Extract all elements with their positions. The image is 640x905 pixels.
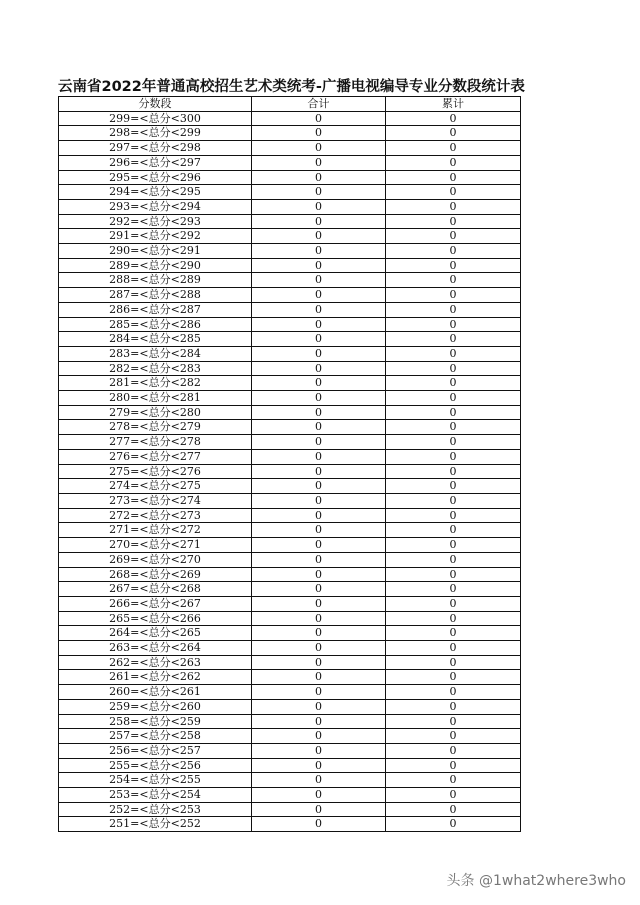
cumulative-cell: 0: [386, 273, 521, 288]
cumulative-cell: 0: [386, 699, 521, 714]
count-cell: 0: [252, 302, 386, 317]
table-row: [59, 596, 521, 611]
table-row: [59, 817, 521, 832]
table-row: [59, 773, 521, 788]
count-cell: 0: [252, 479, 386, 494]
cumulative-cell: 0: [386, 229, 521, 244]
table-row: [59, 391, 521, 406]
score-range-cell: 297=<总分<298: [59, 141, 252, 156]
cumulative-cell: 0: [386, 655, 521, 670]
table-row: [59, 185, 521, 200]
table-row: [59, 288, 521, 303]
count-cell: 0: [252, 111, 386, 126]
score-range-cell: 281=<总分<282: [59, 376, 252, 391]
cumulative-cell: 0: [386, 685, 521, 700]
table-row: [59, 582, 521, 597]
table-row: [59, 611, 521, 626]
score-range-cell: 283=<总分<284: [59, 346, 252, 361]
header-score-range: 分数段: [59, 97, 252, 112]
count-cell: 0: [252, 596, 386, 611]
score-range-cell: 270=<总分<271: [59, 538, 252, 553]
cumulative-cell: 0: [386, 582, 521, 597]
score-range-cell: 259=<总分<260: [59, 699, 252, 714]
score-range-cell: 258=<总分<259: [59, 714, 252, 729]
table-row: [59, 552, 521, 567]
cumulative-cell: 0: [386, 714, 521, 729]
score-range-cell: 278=<总分<279: [59, 420, 252, 435]
score-range-cell: 265=<总分<266: [59, 611, 252, 626]
table-row: [59, 141, 521, 156]
cumulative-cell: 0: [386, 258, 521, 273]
cumulative-cell: 0: [386, 670, 521, 685]
count-cell: 0: [252, 493, 386, 508]
score-range-cell: 269=<总分<270: [59, 552, 252, 567]
table-row: [59, 699, 521, 714]
table-row: [59, 229, 521, 244]
count-cell: 0: [252, 288, 386, 303]
cumulative-cell: 0: [386, 435, 521, 450]
cumulative-cell: 0: [386, 493, 521, 508]
count-cell: 0: [252, 229, 386, 244]
score-range-cell: 255=<总分<256: [59, 758, 252, 773]
count-cell: 0: [252, 332, 386, 347]
count-cell: 0: [252, 185, 386, 200]
score-range-cell: 252=<总分<253: [59, 802, 252, 817]
count-cell: 0: [252, 773, 386, 788]
score-range-cell: 280=<总分<281: [59, 391, 252, 406]
table-row: [59, 758, 521, 773]
cumulative-cell: 0: [386, 773, 521, 788]
count-cell: 0: [252, 391, 386, 406]
count-cell: 0: [252, 641, 386, 656]
cumulative-cell: 0: [386, 155, 521, 170]
count-cell: 0: [252, 699, 386, 714]
cumulative-cell: 0: [386, 126, 521, 141]
table-row: [59, 685, 521, 700]
score-range-cell: 268=<总分<269: [59, 567, 252, 582]
count-cell: 0: [252, 405, 386, 420]
count-cell: 0: [252, 552, 386, 567]
cumulative-cell: 0: [386, 523, 521, 538]
score-range-cell: 293=<总分<294: [59, 199, 252, 214]
score-range-cell: 254=<总分<255: [59, 773, 252, 788]
cumulative-cell: 0: [386, 626, 521, 641]
count-cell: 0: [252, 244, 386, 259]
table-row: [59, 346, 521, 361]
table-row: [59, 170, 521, 185]
score-range-cell: 264=<总分<265: [59, 626, 252, 641]
score-range-cell: 291=<总分<292: [59, 229, 252, 244]
score-range-cell: 294=<总分<295: [59, 185, 252, 200]
count-cell: 0: [252, 567, 386, 582]
score-range-cell: 295=<总分<296: [59, 170, 252, 185]
table-row: [59, 126, 521, 141]
table-row: [59, 155, 521, 170]
cumulative-cell: 0: [386, 567, 521, 582]
count-cell: 0: [252, 626, 386, 641]
count-cell: 0: [252, 508, 386, 523]
count-cell: 0: [252, 743, 386, 758]
score-range-cell: 276=<总分<277: [59, 449, 252, 464]
cumulative-cell: 0: [386, 185, 521, 200]
table-row: [59, 626, 521, 641]
count-cell: 0: [252, 126, 386, 141]
score-range-cell: 275=<总分<276: [59, 464, 252, 479]
cumulative-cell: 0: [386, 420, 521, 435]
table-row: [59, 317, 521, 332]
table-row: [59, 670, 521, 685]
count-cell: 0: [252, 346, 386, 361]
cumulative-cell: 0: [386, 317, 521, 332]
table-row: [59, 464, 521, 479]
count-cell: 0: [252, 729, 386, 744]
table-row: [59, 376, 521, 391]
score-range-cell: 285=<总分<286: [59, 317, 252, 332]
count-cell: 0: [252, 420, 386, 435]
count-cell: 0: [252, 685, 386, 700]
table-row: [59, 479, 521, 494]
cumulative-cell: 0: [386, 214, 521, 229]
count-cell: 0: [252, 714, 386, 729]
score-range-cell: 298=<总分<299: [59, 126, 252, 141]
table-row: [59, 244, 521, 259]
count-cell: 0: [252, 361, 386, 376]
table-row: [59, 743, 521, 758]
cumulative-cell: 0: [386, 141, 521, 156]
cumulative-cell: 0: [386, 788, 521, 803]
cumulative-cell: 0: [386, 508, 521, 523]
cumulative-cell: 0: [386, 611, 521, 626]
table-row: [59, 714, 521, 729]
cumulative-cell: 0: [386, 391, 521, 406]
score-range-cell: 287=<总分<288: [59, 288, 252, 303]
count-cell: 0: [252, 802, 386, 817]
count-cell: 0: [252, 670, 386, 685]
count-cell: 0: [252, 258, 386, 273]
score-range-cell: 288=<总分<289: [59, 273, 252, 288]
cumulative-cell: 0: [386, 332, 521, 347]
table-row: [59, 199, 521, 214]
count-cell: 0: [252, 155, 386, 170]
table-row: [59, 538, 521, 553]
table-body: [59, 111, 521, 831]
count-cell: 0: [252, 376, 386, 391]
cumulative-cell: 0: [386, 170, 521, 185]
score-range-cell: 273=<总分<274: [59, 493, 252, 508]
score-range-cell: 284=<总分<285: [59, 332, 252, 347]
score-range-cell: 267=<总分<268: [59, 582, 252, 597]
table-row: [59, 449, 521, 464]
count-cell: 0: [252, 449, 386, 464]
score-range-cell: 260=<总分<261: [59, 685, 252, 700]
cumulative-cell: 0: [386, 479, 521, 494]
table-row: [59, 405, 521, 420]
cumulative-cell: 0: [386, 729, 521, 744]
cumulative-cell: 0: [386, 817, 521, 832]
score-range-cell: 290=<总分<291: [59, 244, 252, 259]
table-row: [59, 508, 521, 523]
score-range-cell: 296=<总分<297: [59, 155, 252, 170]
score-range-cell: 263=<总分<264: [59, 641, 252, 656]
table-header-row: [59, 97, 521, 112]
table-row: [59, 302, 521, 317]
count-cell: 0: [252, 435, 386, 450]
score-range-cell: 261=<总分<262: [59, 670, 252, 685]
cumulative-cell: 0: [386, 376, 521, 391]
score-range-cell: 299=<总分<300: [59, 111, 252, 126]
cumulative-cell: 0: [386, 552, 521, 567]
table-row: [59, 788, 521, 803]
score-range-cell: 277=<总分<278: [59, 435, 252, 450]
count-cell: 0: [252, 199, 386, 214]
count-cell: 0: [252, 538, 386, 553]
table-row: [59, 641, 521, 656]
cumulative-cell: 0: [386, 802, 521, 817]
cumulative-cell: 0: [386, 449, 521, 464]
table-row: [59, 567, 521, 582]
cumulative-cell: 0: [386, 199, 521, 214]
count-cell: 0: [252, 788, 386, 803]
table-row: [59, 332, 521, 347]
score-range-cell: 272=<总分<273: [59, 508, 252, 523]
table-row: [59, 655, 521, 670]
score-range-cell: 292=<总分<293: [59, 214, 252, 229]
score-distribution-table: [58, 96, 521, 832]
count-cell: 0: [252, 317, 386, 332]
count-cell: 0: [252, 141, 386, 156]
score-range-cell: 253=<总分<254: [59, 788, 252, 803]
table-row: [59, 214, 521, 229]
count-cell: 0: [252, 758, 386, 773]
score-range-cell: 271=<总分<272: [59, 523, 252, 538]
score-range-cell: 257=<总分<258: [59, 729, 252, 744]
cumulative-cell: 0: [386, 758, 521, 773]
count-cell: 0: [252, 523, 386, 538]
table-row: [59, 111, 521, 126]
score-range-cell: 286=<总分<287: [59, 302, 252, 317]
header-cumulative: 累计: [386, 97, 521, 112]
cumulative-cell: 0: [386, 596, 521, 611]
cumulative-cell: 0: [386, 464, 521, 479]
count-cell: 0: [252, 464, 386, 479]
header-count: 合计: [252, 97, 386, 112]
count-cell: 0: [252, 817, 386, 832]
cumulative-cell: 0: [386, 405, 521, 420]
count-cell: 0: [252, 170, 386, 185]
score-range-cell: 262=<总分<263: [59, 655, 252, 670]
count-cell: 0: [252, 611, 386, 626]
table-row: [59, 435, 521, 450]
cumulative-cell: 0: [386, 538, 521, 553]
table-row: [59, 523, 521, 538]
cumulative-cell: 0: [386, 346, 521, 361]
score-range-cell: 282=<总分<283: [59, 361, 252, 376]
score-range-cell: 266=<总分<267: [59, 596, 252, 611]
score-range-cell: 274=<总分<275: [59, 479, 252, 494]
table-row: [59, 802, 521, 817]
cumulative-cell: 0: [386, 361, 521, 376]
page-title: 云南省2022年普通高校招生艺术类统考-广播电视编导专业分数段统计表: [58, 79, 525, 95]
score-range-cell: 279=<总分<280: [59, 405, 252, 420]
count-cell: 0: [252, 273, 386, 288]
score-range-cell: 256=<总分<257: [59, 743, 252, 758]
table-row: [59, 273, 521, 288]
watermark: 头条 @1what2where3who: [446, 873, 626, 889]
table-row: [59, 258, 521, 273]
score-range-cell: 251=<总分<252: [59, 817, 252, 832]
cumulative-cell: 0: [386, 288, 521, 303]
table-row: [59, 361, 521, 376]
table-row: [59, 729, 521, 744]
score-range-cell: 289=<总分<290: [59, 258, 252, 273]
cumulative-cell: 0: [386, 641, 521, 656]
count-cell: 0: [252, 655, 386, 670]
count-cell: 0: [252, 214, 386, 229]
table-row: [59, 420, 521, 435]
cumulative-cell: 0: [386, 111, 521, 126]
count-cell: 0: [252, 582, 386, 597]
cumulative-cell: 0: [386, 302, 521, 317]
cumulative-cell: 0: [386, 244, 521, 259]
cumulative-cell: 0: [386, 743, 521, 758]
table-row: [59, 493, 521, 508]
